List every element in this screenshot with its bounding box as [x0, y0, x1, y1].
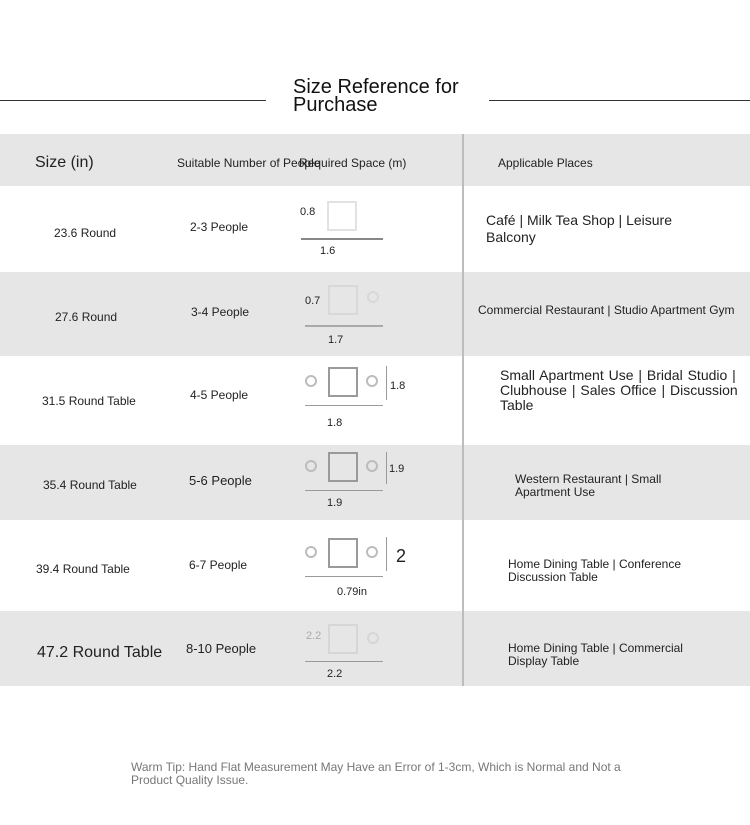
dimension-bottom: 1.8 [327, 417, 343, 429]
size-cell: 47.2 Round Table [37, 644, 163, 661]
places-cell: Western Restaurant | Small Apartment Use [515, 472, 662, 499]
chair-circle-icon [367, 632, 379, 644]
dimension-line [386, 537, 387, 571]
people-cell: 4-5 People [190, 388, 249, 402]
chair-circle-icon [366, 375, 378, 387]
column-divider [462, 134, 464, 686]
people-cell: 8-10 People [186, 641, 257, 656]
size-cell: 27.6 Round [55, 310, 118, 324]
chair-circle-icon [305, 546, 317, 558]
table-square-icon [328, 538, 358, 568]
header-people: Suitable Number of People [177, 156, 321, 170]
page-title: Size Reference for Purchase [293, 76, 459, 116]
header-places: Applicable Places [498, 156, 593, 170]
places-cell: Small Apartment Use | Bridal Studio | Clubhouse | Sales Office | Discussion Table [500, 367, 738, 413]
size-cell: 31.5 Round Table [42, 394, 136, 408]
dimension-line [305, 325, 383, 327]
dimension-bottom: 1.7 [328, 334, 344, 346]
title-rule-right [489, 100, 750, 101]
people-cell: 2-3 People [190, 220, 249, 234]
warm-tip: Warm Tip: Hand Flat Measurement May Have an Error of 1-3cm, Which is Normal and Not a Product Quality Issue. [131, 760, 621, 787]
dimension-line [386, 452, 387, 484]
people-cell: 5-6 People [189, 473, 252, 488]
dimension-line [386, 366, 387, 400]
chair-circle-icon [367, 291, 379, 303]
dimension-side: 1.9 [389, 463, 405, 475]
table-square-icon [328, 285, 358, 315]
chair-circle-icon [305, 375, 317, 387]
table-square-icon [327, 201, 357, 231]
dimension-side: 2.2 [306, 630, 322, 642]
table-square-icon [328, 624, 358, 654]
table-square-icon [328, 367, 358, 397]
people-cell: 6-7 People [189, 558, 248, 572]
places-cell: Café | Milk Tea Shop | Leisure Balcony [486, 212, 672, 245]
places-cell: Home Dining Table | Commercial Display Table [508, 641, 683, 668]
dimension-side: 1.8 [390, 380, 406, 392]
size-cell: 39.4 Round Table [36, 562, 130, 576]
dimension-line [305, 661, 383, 662]
chair-circle-icon [305, 460, 317, 472]
people-cell: 3-4 People [191, 305, 250, 319]
dimension-side: 2 [396, 546, 407, 566]
places-cell: Commercial Restaurant | Studio Apartment Gym [478, 303, 735, 317]
dimension-bottom: 0.79in [337, 586, 367, 598]
dimension-side: 0.8 [300, 206, 316, 218]
header-size: Size (in) [35, 154, 94, 171]
dimension-bottom: 2.2 [327, 668, 343, 680]
dimension-side: 0.7 [305, 295, 321, 307]
places-cell: Home Dining Table | Conference Discussion Table [508, 557, 681, 584]
dimension-bottom: 1.6 [320, 245, 336, 257]
size-cell: 23.6 Round [54, 226, 117, 240]
title-rule-left [0, 100, 266, 101]
dimension-line [305, 405, 383, 406]
dimension-line [301, 238, 383, 240]
dimension-line [305, 576, 383, 577]
dimension-bottom: 1.9 [327, 497, 343, 509]
chair-circle-icon [366, 460, 378, 472]
chair-circle-icon [366, 546, 378, 558]
table-square-icon [328, 452, 358, 482]
header-space: Required Space (m) [299, 156, 407, 170]
size-cell: 35.4 Round Table [43, 478, 137, 492]
dimension-line [305, 490, 383, 491]
